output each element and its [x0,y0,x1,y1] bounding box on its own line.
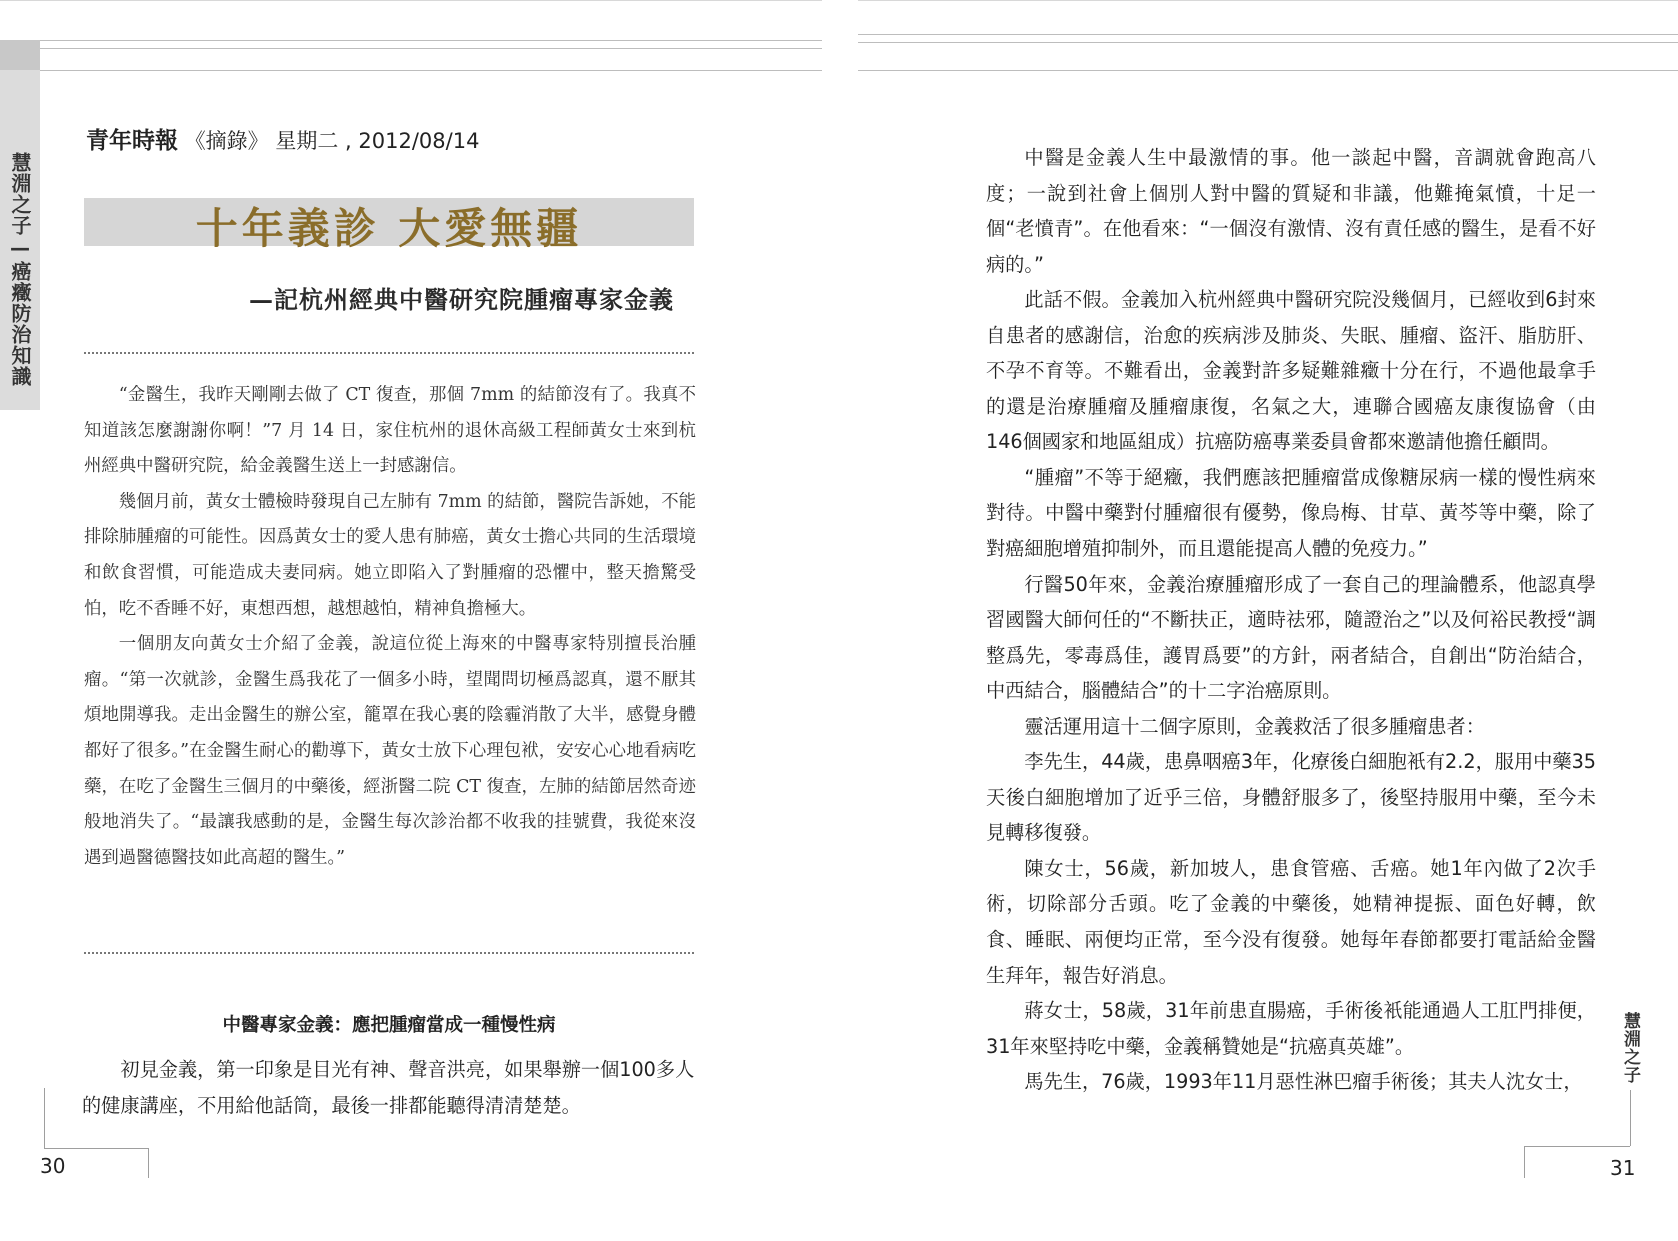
left-side-tab-cap [0,40,40,70]
body-paragraph: 靈活運用這十二個字原則，金義救活了很多腫瘤患者： [1024,714,1485,738]
quote-block [84,378,696,876]
body-paragraph: 初見金義，第一印象是目光有神、聲音洪亮，如果舉辦一個100多人的健康講座，不用給他話筒，最後一排都能聽得清清楚楚。 [82,1058,695,1117]
excerpt-note: 《摘錄》 [184,129,269,153]
newspaper-header [86,122,479,155]
header-rule-right-1 [858,34,1678,35]
section-heading: 中醫專家金義：應把腫瘤當成一種慢性病 [222,1015,556,1036]
body-paragraph: 馬先生，76歲，1993年11月惡性淋巴瘤手術後；其夫人沈女士， [1024,1070,1583,1094]
body-paragraph: 行醫50年來，金義治療腫瘤形成了一套自己的理論體系，他認真學習國醫大師何任的“不斷扶正，適時祛邪，隨證治之”以及何裕民教授“調整爲先，零毒爲佳，護胃爲要”的方針，兩者結合，自創出“防治結合，中西結合，腦體結合”的十二字治癌原則。 [986,572,1596,703]
quote-paragraph: 一個朋友向黃女士介紹了金義，說這位從上海來的中醫專家特別擅長治腫瘤。“第一次就診，金醫生爲我花了一個多小時，望聞問切極爲認真，還不厭其煩地開導我。走出金醫生的辦公室，籠罩在我心裏的陰霾消散了大半，感覺身體都好了很多。”在金醫生耐心的勸導下，黃女士放下心理包袱，安安心心地看病吃藥，在吃了金醫生三個月的中藥後，經浙醫二院 CT 復查，左肺的結節居然奇迹般地消失了。“最讓我感動的是，金醫生每次診治都不收我的挂號費，我從來沒遇到過醫德醫技如此高超的醫生。” [84,634,696,868]
quote-paragraph: 幾個月前，黃女士體檢時發現自己左肺有 7mm 的結節，醫院告訴她，不能排除肺腫瘤的可能性。因爲黃女士的愛人患有肺癌，黃女士擔心共同的生活環境和飲食習慣，可能造成夫妻同病。她立即陷入了對腫瘤的恐懼中，整天擔驚受怕，吃不香睡不好，東想西想，越想越怕，精神負擔極大。 [84,491,696,619]
body-paragraph: “腫瘤”不等于絕癥，我們應該把腫瘤當成像糖尿病一樣的慢性病來對待。中醫中藥對付腫瘤很有優勢，像烏梅、甘草、黃芩等中藥，除了對癌細胞增殖抑制外，而且還能提高人體的免疫力。” [986,465,1596,561]
top-rule-left [0,0,822,1]
top-rule-right [858,0,1678,1]
header-rule-right-3 [858,70,1678,71]
dotted-divider-top [84,352,694,354]
body-paragraph: 李先生，44歲，患鼻咽癌3年，化療後白細胞衹有2.2，服用中藥35天後白細胞增加了近乎三倍，身體舒服多了，後堅持服用中藥，至今未見轉移復發。 [986,750,1596,845]
left-side-label: 慧淵之子—癌癥防治知識 [8,152,32,387]
left-body-text [82,1052,696,1124]
page-number-right: 31 [1610,1156,1636,1180]
body-paragraph: 此話不假。金義加入杭州經典中醫研究院没幾個月，已經收到6封來自患者的感謝信，治愈的疾病涉及肺炎、失眠、腫瘤、盜汗、脂肪肝、不孕不育等。不難看出，金義對許多疑難雜癥十分在行，不過他最拿手的還是治療腫瘤及腫瘤康復，名氣之大，連聯合國癌友康復協會（由146個國家和地區組成）抗癌防癌專業委員會都來邀請他擔任顧問。 [986,288,1596,454]
article-title: 十年義診 大愛無疆 [195,204,583,253]
body-paragraph: 陳女士，56歲，新加坡人，患食管癌、舌癌。她1年內做了2次手術，切除部分舌頭。吃了金義的中藥後，她精神提振、面色好轉，飲食、睡眠、兩便均正常，至今没有復發。她每年春節都要打電話給金醫生拜年，報告好消息。 [986,856,1596,987]
article-subtitle: —記杭州經典中醫研究院腫瘤專家金義 [249,285,674,314]
header-rule-left-2 [40,48,822,49]
corner-mark-right-h [1524,1146,1630,1147]
page-number-left: 30 [40,1154,66,1178]
header-rule-left-3 [40,70,822,71]
body-paragraph: 蔣女士，58歲，31年前患直腸癌，手術後衹能通過人工肛門排便，31年來堅持吃中藥，金義稱贊她是“抗癌真英雄”。 [986,999,1596,1058]
header-rule-left-1 [40,40,822,41]
newspaper-name: 青年時報 [86,128,178,154]
header-rule-right-2 [858,42,1678,43]
corner-mark-left-v2 [148,1148,149,1178]
corner-mark-left-v1 [44,1088,45,1148]
corner-mark-right-v2 [1524,1146,1525,1178]
corner-mark-right-v1 [1630,1090,1631,1146]
body-paragraph: 中醫是金義人生中最激情的事。他一談起中醫，音調就會跑高八度；一說到社會上個別人對中醫的質疑和非議，他難掩氣憤，十足一個“老憤青”。在他看來：“一個沒有激情、沒有責任感的醫生，是看不好病的。” [986,146,1596,276]
right-body-text [986,140,1596,1100]
corner-mark-left-h [44,1148,148,1149]
quote-paragraph: “金醫生，我昨天剛剛去做了 CT 復查，那個 7mm 的結節沒有了。我真不知道該怎麼謝謝你啊！”7 月 14 日，家住杭州的退休高級工程師黃女士來到杭州經典中醫研究院，給金義醫生送上一封感謝信。 [84,385,696,477]
publish-date: 星期二 , 2012/08/14 [275,129,480,153]
right-side-label: 慧淵之子 [1620,1012,1640,1084]
dotted-divider-bottom [84,952,694,954]
